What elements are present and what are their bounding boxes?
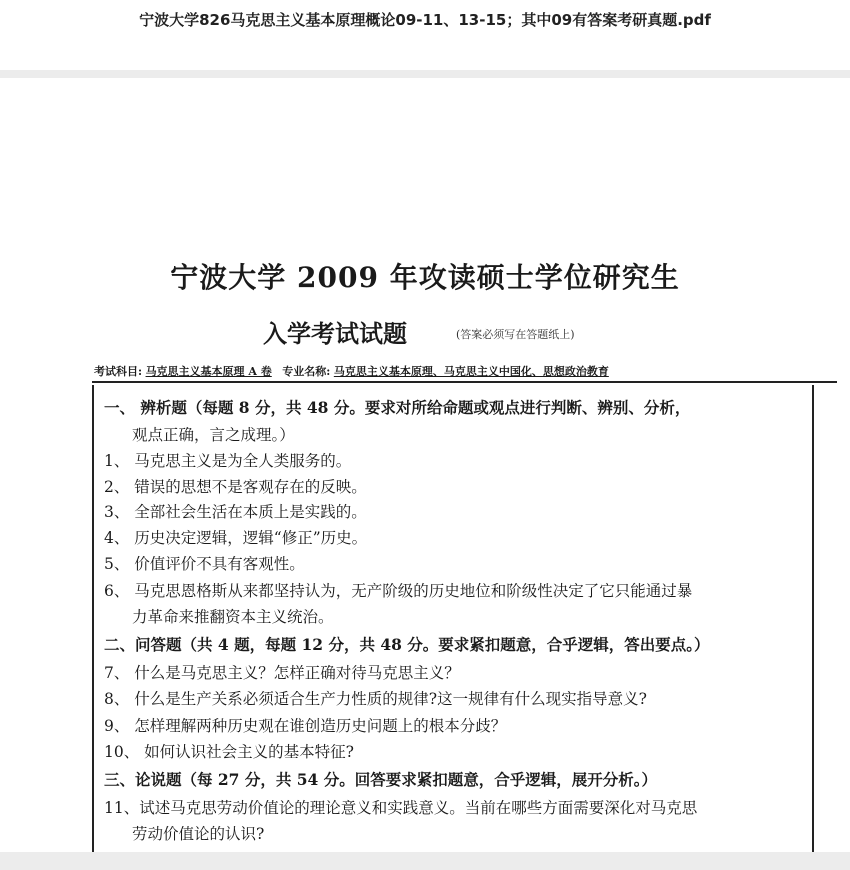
question-line: 8、 什么是生产关系必须适合生产力性质的规律?这一规律有什么现实指导意义?	[104, 690, 647, 708]
exam-meta-row	[94, 363, 609, 379]
page-gap	[0, 852, 850, 870]
question-line: 11、试述马克思劳动价值论的理论意义和实践意义。当前在哪些方面需要深化对马克思	[104, 799, 698, 817]
exam-heading: 宁波大学 2009 年攻读硕士学位研究生	[170, 261, 680, 294]
scanned-exam-page	[0, 78, 850, 852]
section-heading: 三、论说题（每 27 分，共 54 分。回答要求紧扣题意，合乎逻辑，展开分析。）	[104, 770, 657, 789]
question-line: 10、 如何认识社会主义的基本特征?	[104, 743, 354, 761]
major-label: 专业名称:	[282, 365, 331, 378]
question-line: 1、 马克思主义是为全人类服务的。	[104, 452, 352, 470]
question-line: 9、 怎样理解两种历史观在谁创造历史问题上的根本分歧？	[104, 717, 507, 735]
exam-subheading: 入学考试试题	[263, 319, 407, 348]
pdf-page[interactable]	[0, 78, 850, 852]
question-line: 观点正确，言之成理。）	[132, 426, 295, 444]
answer-note: (答案必须写在答题纸上)	[456, 328, 575, 341]
title-bar	[0, 0, 850, 70]
toolbar-separator	[0, 70, 850, 78]
question-line: 4、 历史决定逻辑，逻辑“修正”历史。	[104, 529, 368, 547]
question-line: 7、 什么是马克思主义？怎样正确对待马克思主义？	[104, 664, 460, 682]
major-value: 马克思主义基本原理、马克思主义中国化、思想政治教育	[333, 365, 609, 378]
question-line: 6、 马克思恩格斯从来都坚持认为，无产阶级的历史地位和阶级性决定了它只能通过暴	[104, 582, 693, 600]
question-line: 力革命来推翻资本主义统治。	[132, 608, 334, 626]
question-line: 5、 价值评价不具有客观性。	[104, 555, 305, 573]
question-line: 3、 全部社会生活在本质上是实践的。	[104, 503, 367, 521]
subject-label: 考试科目:	[94, 365, 143, 378]
section-heading: 二、问答题（共 4 题，每题 12 分，共 48 分。要求紧扣题意，合乎逻辑，答出要点。）	[104, 635, 710, 654]
subject-value: 马克思主义基本原理 A 卷	[145, 365, 272, 378]
document-title: 宁波大学826马克思主义基本原理概论09-11、13-15；其中09有答案考研真题.pdf	[139, 11, 711, 29]
question-line: 2、 错误的思想不是客观存在的反映。	[104, 478, 367, 496]
meta-divider	[92, 381, 837, 383]
section-heading: 一、 辨析题（每题 8 分，共 48 分。要求对所给命题或观点进行判断、辨别、分析，	[104, 398, 691, 417]
question-line: 劳动价值论的认识?	[132, 825, 265, 843]
